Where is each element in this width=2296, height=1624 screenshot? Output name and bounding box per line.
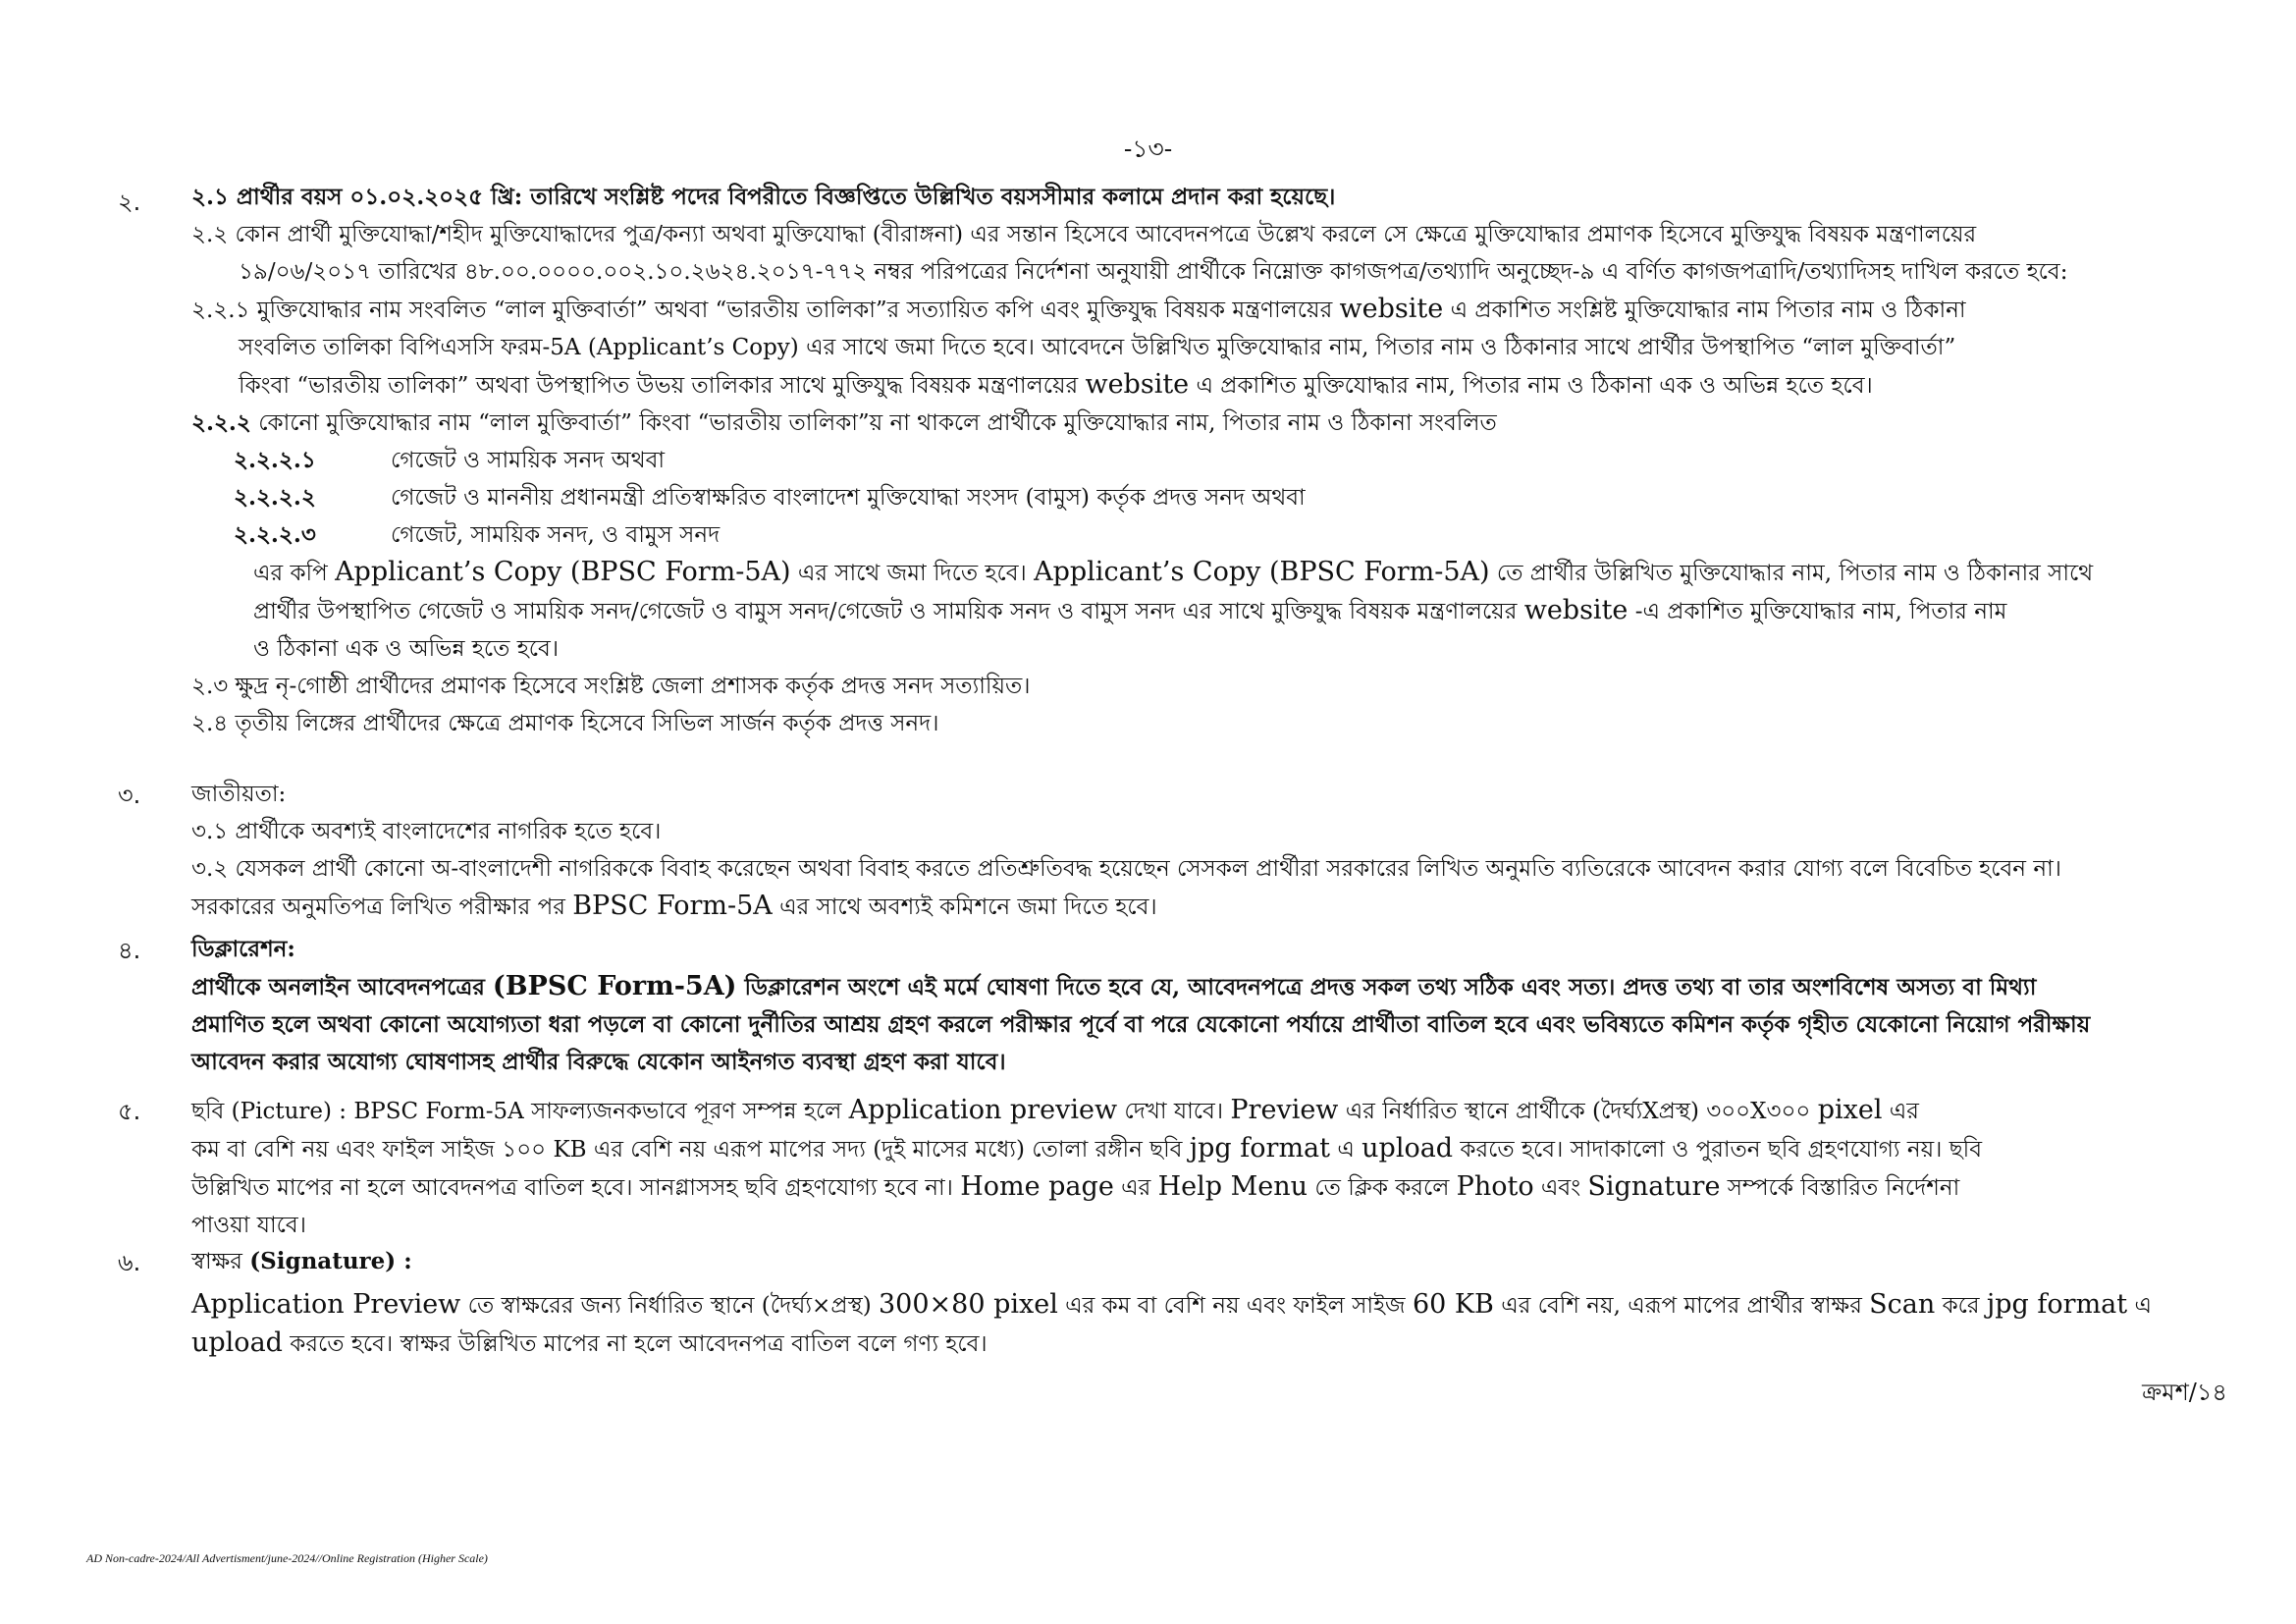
sub-item — [191, 479, 2233, 516]
application-preview-term: Application Preview — [191, 1289, 461, 1320]
para-2-2-2-text: কোনো মুক্তিযোদ্ধার নাম “লাল মুক্তিবার্তা” কিংবা “ভারতীয় তালিকা”য় না থাকলে প্রার্থীকে মুক্তিযোদ্ধার নাম, পিতার নাম ও ঠিকানা সংবলিত — [258, 410, 1497, 436]
help-menu-term: Help Menu — [1157, 1171, 1308, 1202]
continuation-line-1 — [191, 554, 2233, 592]
para-3-1: ৩.১ প্রার্থীকে অবশ্যই বাংলাদেশের নাগরিক হতে হবে। — [191, 819, 662, 844]
text-segment: এর কপি — [253, 561, 328, 586]
text-segment: এর সাথে অবশ্যই কমিশনে জমা দিতে হবে। — [779, 894, 1157, 920]
text-segment: দেখা যাবে। — [1124, 1099, 1224, 1124]
section-5-number: ৫. — [118, 1098, 141, 1125]
text-segment: সংবলিত তালিকা বিপিএসসি ফরম-5A — [239, 335, 581, 360]
picture-line-2 — [191, 1130, 2233, 1168]
sub-item — [191, 516, 2233, 554]
text-segment: এর কম বা বেশি নয় এবং ফাইল সাইজ — [1065, 1293, 1406, 1319]
text-segment: এবং — [1540, 1175, 1581, 1201]
text-segment: প্রার্থীকে অনলাইন আবেদনপত্রের — [191, 974, 485, 1001]
text-segment: ডিক্লারেশন অংশে এই মর্মে ঘোষণা দিতে হবে যে, আবেদনপত্রে প্রদত্ত সকল তথ্য সঠিক এবং সত্য। প্রদত্ত তথ্য বা তার অংশবিশেষ অসত্য বা মিথ্যা — [744, 974, 2037, 1001]
para-2-2-line-2: ১৯/০৬/২০১৭ তারিখের ৪৮.০০.০০০০.০০২.১০.২৬২৪.২০১৭-৭৭২ নম্বর পরিপত্রের নির্দেশনা অনুযায়ী প্রার্থীকে নিম্নোক্ত কাগজপত্র/তথ্যাদি অনুচ্ছেদ-৯ এ বর্ণিত কাগজপত্রাদি/তথ্যাদিসহ দাখিল করতে হবে: — [239, 259, 2068, 285]
text-segment: সাফল্যজনকভাবে পূরণ সম্পন্ন হলে — [531, 1099, 842, 1124]
para-2-2-1-line-2 — [191, 329, 2233, 366]
section-4-title: ডিক্লারেশন: — [191, 936, 295, 962]
text-segment: এর — [1889, 1099, 1919, 1124]
upload-term: upload — [191, 1327, 283, 1358]
bpsc-form-term: BPSC Form-5A — [572, 891, 773, 921]
para-3-2-line-1: ৩.২ যেসকল প্রার্থী কোনো অ-বাংলাদেশী নাগরিককে বিবাহ করেছেন অথবা বিবাহ করতে প্রতিশ্রুতিবদ্ধ হয়েছেন সেসকল প্রার্থীরা সরকারের লিখিত অনুমতি ব্যতিরেকে আবেদন করার যোগ্য বলে বিবেচিত হবেন না। — [191, 856, 2061, 882]
text-segment: -এ প্রকাশিত মুক্তিযোদ্ধার নাম, পিতার নাম — [1634, 599, 2007, 624]
declaration-line-1 — [191, 968, 2233, 1006]
signature-line-2 — [191, 1325, 2233, 1363]
website-term: website — [1523, 595, 1629, 625]
scan-term: Scan — [1869, 1289, 1936, 1320]
website-term: website — [1339, 294, 1444, 324]
text-segment: সরকারের অনুমতিপত্র লিখিত পরীক্ষার পর — [191, 894, 565, 920]
continuation-line-3: ও ঠিকানা এক ও অভিন্ন হতে হবে। — [253, 636, 560, 662]
para-2-4: ২.৪ তৃতীয় লিঙ্গের প্রার্থীদের ক্ষেত্রে প্রমাণক হিসেবে সিভিল সার্জন কর্তৃক প্রদত্ত সনদ। — [191, 711, 939, 736]
kb-term: KB — [553, 1137, 587, 1163]
picture-line-4: পাওয়া যাবে। — [191, 1213, 306, 1238]
text-segment: তে ক্লিক করলে — [1314, 1175, 1450, 1201]
pixel-term: pixel — [1817, 1095, 1883, 1125]
para-2-1: ২.১ প্রার্থীর বয়স ০১.০২.২০২৫ খ্রি: তারিখে সংশ্লিষ্ট পদের বিপরীতে বিজ্ঞপ্তিতে উল্লিখিত বয়সসীমার কলামে প্রদান করা হয়েছে। — [191, 184, 1336, 210]
para-2-2-line-1: ২.২ কোন প্রার্থী মুক্তিযোদ্ধা/শহীদ মুক্তিযোদ্ধাদের পুত্র/কন্যা অথবা মুক্তিযোদ্ধা (বীরাঙ্গনা) এর সন্তান হিসেবে আবেদনপত্রে উল্লেখ করলে সে ক্ষেত্রে মুক্তিযোদ্ধার প্রমাণক হিসেবে মুক্তিযুদ্ধ বিষয়ক মন্ত্রণালয়ের — [191, 222, 1977, 247]
section-4-body — [191, 931, 2233, 1081]
bpsc-form-term: (BPSC Form-5A) — [492, 971, 737, 1001]
sub-item-number: ২.২.২.৩ — [234, 521, 316, 548]
section-6-title — [191, 1243, 2233, 1280]
text-segment: সম্পর্কে বিস্তারিত নির্দেশনা — [1727, 1175, 1960, 1201]
text-segment: এর — [1121, 1175, 1151, 1201]
para-2-3: ২.৩ ক্ষুদ্র নৃ-গোষ্ঠী প্রার্থীদের প্রমাণক হিসেবে সংশ্লিষ্ট জেলা প্রশাসক কর্তৃক প্রদত্ত সনদ সত্যায়িত। — [191, 674, 1031, 699]
text-segment: এর সাথে জমা দিতে হবে। আবেদনে উল্লিখিত মুক্তিযোদ্ধার নাম, পিতার নাম ও ঠিকানার সাথে প্রার্থীর উপস্থাপিত “লাল মুক্তিবার্তা” — [806, 335, 1956, 360]
sub-item-number: ২.২.২.২ — [234, 484, 316, 511]
text-segment: কিংবা “ভারতীয় তালিকা” অথবা উপস্থাপিত উভয় তালিকার সাথে মুক্তিযুদ্ধ বিষয়ক মন্ত্রণালয়ের — [239, 373, 1079, 399]
text-segment: করতে হবে। স্বাক্ষর উল্লিখিত মাপের না হলে আবেদনপত্র বাতিল বলে গণ্য হবে। — [290, 1331, 988, 1357]
para-3-2-line-2 — [191, 888, 2233, 926]
picture-term: (Picture) : BPSC Form-5A — [231, 1099, 524, 1124]
text-segment: স্বাক্ষর — [191, 1249, 242, 1274]
jpg-format-term: jpg format — [1986, 1289, 2128, 1320]
signature-title-term: (Signature) : — [249, 1248, 412, 1274]
continued-marker: ক্রমশ/১৪ — [2142, 1379, 2227, 1406]
text-segment: এ — [2134, 1293, 2152, 1319]
size-term: 300×80 pixel — [879, 1289, 1058, 1320]
text-segment: এর সাথে জমা দিতে হবে। — [797, 561, 1027, 586]
section-6-body — [191, 1243, 2233, 1363]
footer-reference: AD Non-cadre-2024/All Advertisment/june-2024//Online Registration (Higher Scale) — [86, 1551, 488, 1565]
text-segment: ২.২.১ মুক্তিযোদ্ধার নাম সংবলিত “লাল মুক্তিবার্তা” অথবা “ভারতীয় তালিকা”র সত্যায়িত কপি এবং মুক্তিযুদ্ধ বিষয়ক মন্ত্রণালয়ের — [191, 298, 1333, 323]
sub-item-text: গেজেট, সাময়িক সনদ, ও বামুস সনদ — [391, 522, 721, 548]
text-segment: উল্লিখিত মাপের না হলে আবেদনপত্র বাতিল হবে। সানগ্লাসসহ ছবি গ্রহণযোগ্য হবে না। — [191, 1175, 953, 1201]
picture-line-3 — [191, 1168, 2233, 1207]
section-3-body — [191, 776, 2233, 926]
page-number: -১৩- — [1123, 135, 1173, 163]
applicant-copy-term: (Applicant’s Copy) — [587, 335, 799, 360]
section-2-number: ২. — [118, 189, 141, 216]
section-3-title: জাতীয়তা: — [191, 782, 287, 807]
text-segment: প্রার্থীর উপস্থাপিত গেজেট ও সাময়িক সনদ/গেজেট ও বামুস সনদ/গেজেট ও সাময়িক সনদ ও বামুস সনদ এর সাথে মুক্তিযুদ্ধ বিষয়ক মন্ত্রণালয়ের — [253, 599, 1518, 624]
sub-item-text: গেজেট ও মাননীয় প্রধানমন্ত্রী প্রতিস্বাক্ষরিত বাংলাদেশ মুক্তিযোদ্ধা সংসদ (বামুস) কর্তৃক প্রদত্ত সনদ অথবা — [391, 485, 1306, 511]
declaration-line-3: আবেদন করার অযোগ্য ঘোষণাসহ প্রার্থীর বিরুদ্ধে যেকোন আইনগত ব্যবস্থা গ্রহণ করা যাবে। — [191, 1049, 1006, 1075]
application-preview-term: Application preview — [848, 1095, 1118, 1125]
text-segment: এর বেশি নয়, এরূপ মাপের প্রার্থীর স্বাক্ষর — [1501, 1293, 1862, 1319]
text-segment: এর নির্ধারিত স্থানে প্রার্থীকে (দৈর্ঘ্যXপ্রস্থ) ৩০০X৩০০ — [1345, 1099, 1811, 1124]
section-3-number: ৩. — [118, 782, 141, 809]
declaration-line-2: প্রমাণিত হলে অথবা কোনো অযোগ্যতা ধরা পড়লে বা কোনো দুর্নীতির আশ্রয় গ্রহণ করলে পরীক্ষার পূর্বে বা পরে যেকোনো পর্যায়ে প্রার্থীতা বাতিল হবে এবং ভবিষ্যতে কমিশন কর্তৃক গৃহীত যেকোনো নিয়োগ পরীক্ষায় — [191, 1011, 2091, 1038]
text-segment: করে — [1942, 1293, 1980, 1319]
text-segment: তে প্রার্থীর উল্লিখিত মুক্তিযোদ্ধার নাম, পিতার নাম ও ঠিকানার সাথে — [1496, 561, 2094, 586]
para-2-2-1-line-3 — [191, 366, 2233, 405]
text-segment: ছবি — [191, 1099, 225, 1124]
text-segment: এ প্রকাশিত মুক্তিযোদ্ধার নাম, পিতার নাম ও ঠিকানা এক ও অভিন্ন হতে হবে। — [1196, 373, 1873, 399]
sub-item — [191, 442, 2233, 479]
text-segment: কম বা বেশি নয় এবং ফাইল সাইজ ১০০ — [191, 1137, 547, 1163]
signature-line-1 — [191, 1286, 2233, 1325]
sub-item-text: গেজেট ও সাময়িক সনদ অথবা — [391, 448, 666, 473]
upload-term: upload — [1362, 1133, 1454, 1164]
para-2-2-2-number: ২.২.২ — [191, 409, 251, 436]
text-segment: এ — [1337, 1137, 1355, 1163]
para-2-2-2 — [191, 405, 2233, 442]
applicant-copy-term: Applicant’s Copy (BPSC Form-5A) — [1034, 557, 1490, 587]
sub-item-number: ২.২.২.১ — [234, 447, 316, 473]
continuation-line-2 — [191, 592, 2233, 630]
picture-line-1 — [191, 1092, 2233, 1130]
photo-term: Photo — [1456, 1171, 1534, 1202]
para-2-2-1-line-1 — [191, 291, 2233, 329]
section-2-body — [191, 179, 2233, 742]
section-6-number: ৬. — [118, 1249, 141, 1276]
text-segment: করতে হবে। সাদাকালো ও পুরাতন ছবি গ্রহণযোগ্য নয়। ছবি — [1460, 1137, 1983, 1163]
website-term: website — [1085, 369, 1190, 400]
jpg-format-term: jpg format — [1189, 1133, 1331, 1164]
signature-term: Signature — [1587, 1171, 1721, 1202]
home-page-term: Home page — [960, 1171, 1114, 1202]
preview-term: Preview — [1230, 1095, 1339, 1125]
kb-term: 60 KB — [1412, 1289, 1494, 1320]
text-segment: এ প্রকাশিত সংশ্লিষ্ট মুক্তিযোদ্ধার নাম পিতার নাম ও ঠিকানা — [1450, 298, 1966, 323]
section-4-number: ৪. — [118, 937, 141, 964]
text-segment: তে স্বাক্ষরের জন্য নির্ধারিত স্থানে (দৈর্ঘ্য×প্রস্থ) — [467, 1293, 872, 1319]
applicant-copy-term: Applicant’s Copy (BPSC Form-5A) — [335, 557, 791, 587]
section-5-body — [191, 1092, 2233, 1244]
text-segment: এর বেশি নয় এরূপ মাপের সদ্য (দুই মাসের মধ্যে) তোলা রঙ্গীন ছবি — [593, 1137, 1183, 1163]
